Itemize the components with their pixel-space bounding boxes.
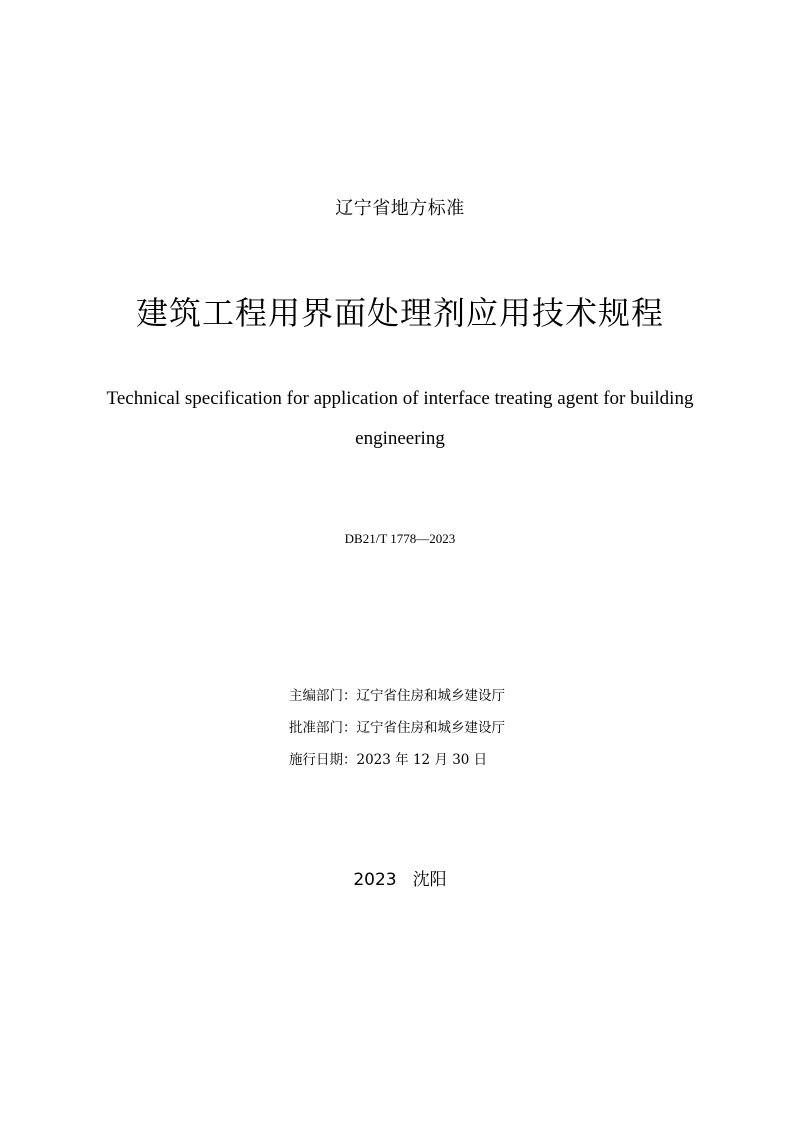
document-title-chinese: 建筑工程用界面处理剂应用技术规程 bbox=[135, 294, 664, 332]
document-title-english-line-1: Technical specification for application of interface treating agent for building bbox=[106, 388, 694, 409]
editing-department-label: 主编部门： bbox=[289, 688, 357, 704]
publication-footer bbox=[0, 868, 800, 892]
publication-year: 2023 bbox=[353, 870, 397, 890]
effective-date-line bbox=[289, 750, 487, 770]
approving-department-line bbox=[289, 718, 505, 738]
publication-city: 沈阳 bbox=[412, 870, 447, 890]
editing-department-line bbox=[289, 686, 505, 706]
editing-department-value: 辽宁省住房和城乡建设厅 bbox=[356, 688, 505, 704]
effective-date-value: 2023 年 12 月 30 日 bbox=[356, 752, 488, 768]
approving-department-value: 辽宁省住房和城乡建设厅 bbox=[356, 720, 505, 736]
standard-number: DB21/T 1778—2023 bbox=[344, 531, 456, 546]
effective-date-label: 施行日期： bbox=[289, 752, 357, 768]
document-title-english-line-2: engineering bbox=[355, 428, 445, 449]
approving-department-label: 批准部门： bbox=[289, 720, 357, 736]
standard-category-label: 辽宁省地方标准 bbox=[335, 198, 465, 219]
